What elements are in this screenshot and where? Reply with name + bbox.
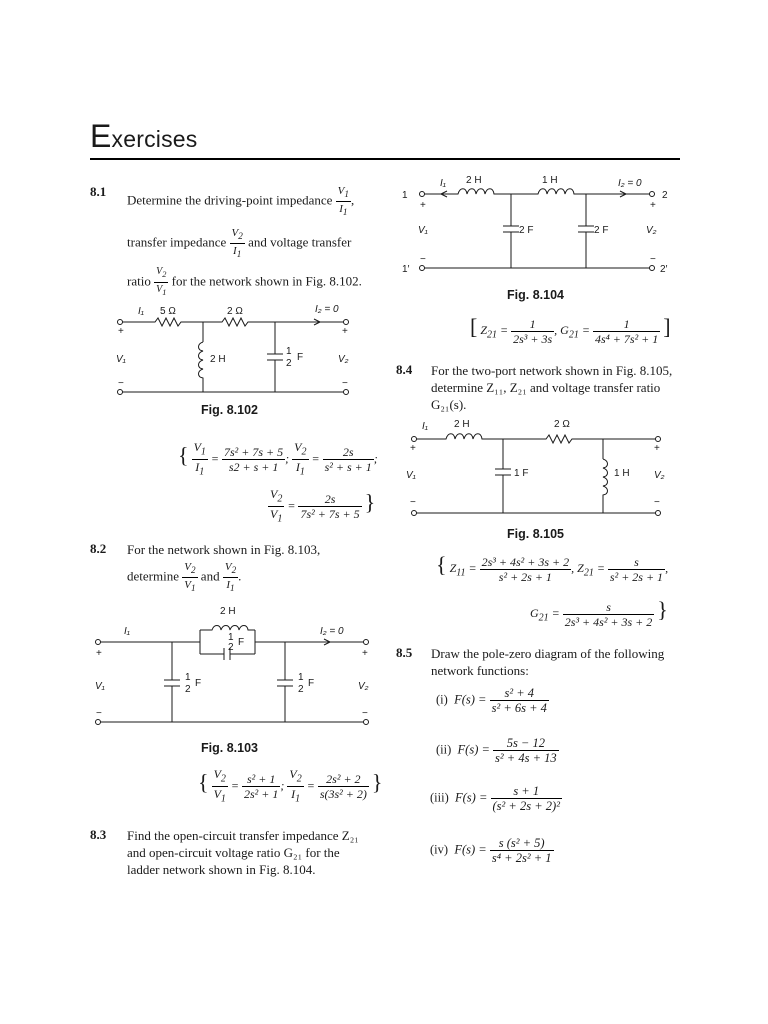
exercise-text: For the network shown in Fig. 8.103,: [127, 542, 321, 557]
fraction: $\frac{V_1}{I_1}$: [337, 185, 349, 218]
network-function-item: (ii) F(s) = $\frac{5s - 12}{\text{s² + 4s + 13}}$: [436, 736, 557, 765]
svg-text:−: −: [410, 497, 416, 508]
svg-text:V₁: V₁: [116, 354, 126, 365]
svg-text:−: −: [342, 378, 348, 389]
svg-text:V₂: V₂: [358, 681, 369, 692]
svg-text:I₁: I₁: [422, 421, 428, 432]
svg-text:2: 2: [228, 642, 234, 653]
svg-text:5 Ω: 5 Ω: [160, 306, 176, 317]
exercise-text: transfer impedance $\frac{V_2}{I_1}$ and voltage transfer: [127, 227, 352, 260]
exercise-number: 8.3: [90, 827, 107, 842]
circuit-diagram: [90, 602, 380, 732]
figure-caption: Fig. 8.102: [201, 403, 258, 417]
svg-text:1′: 1′: [402, 264, 410, 275]
svg-text:I₁: I₁: [440, 178, 446, 189]
svg-text:2 H: 2 H: [466, 175, 482, 186]
svg-text:F: F: [195, 678, 202, 689]
exercise-number: 8.5: [396, 645, 413, 660]
figure-caption: Fig. 8.104: [507, 288, 564, 302]
svg-text:2: 2: [286, 358, 292, 369]
exercise-number: 8.2: [90, 541, 107, 556]
exercise-number: 8.4: [396, 362, 413, 377]
svg-text:2 H: 2 H: [220, 606, 236, 617]
svg-text:−: −: [362, 708, 368, 719]
exercise-text: Draw the pole-zero diagram of the following network functions:: [431, 646, 665, 678]
svg-text:1 F: 1 F: [514, 468, 529, 479]
network-function-item: (iii) F(s) = $\frac{s + 1}{\text{(s² + 2s + 2)²}}$: [430, 784, 560, 813]
svg-text:+: +: [342, 326, 348, 337]
svg-text:2 H: 2 H: [454, 419, 470, 430]
svg-text:F: F: [238, 637, 245, 648]
svg-text:+: +: [118, 326, 124, 337]
svg-text:1 H: 1 H: [542, 175, 558, 186]
svg-text:I₂ = 0: I₂ = 0: [320, 626, 344, 637]
svg-text:−: −: [650, 254, 656, 265]
svg-text:2: 2: [298, 684, 304, 695]
svg-text:V₁: V₁: [406, 470, 416, 481]
svg-text:V₁: V₁: [95, 681, 105, 692]
svg-text:I₁: I₁: [124, 626, 130, 637]
answer-equation: $\frac{V_2}{V_1}$ = $\frac{2s}{\text{7s² + 7s + 5}}$ }: [270, 487, 376, 525]
svg-text:2 F: 2 F: [594, 225, 609, 236]
answer-equation: $G_{21}$ = $\frac{s}{\text{2s³ + 4s² + 3s + 2}}$ }: [530, 597, 668, 629]
svg-text:2 Ω: 2 Ω: [227, 306, 243, 317]
svg-text:1 H: 1 H: [614, 468, 630, 479]
network-function-item: (iv) F(s) = $\frac{\text{s (s² + 5)}}{\text{s⁴ + 2s² + 1}}$: [430, 836, 552, 865]
svg-text:+: +: [410, 443, 416, 454]
exercise-text: Find the open-circuit transfer impedance Z₂₁ and open-circuit voltage ratio G₂₁ for the ladder network shown in Fig. 8.104.: [127, 828, 359, 877]
svg-text:1: 1: [298, 672, 304, 683]
answer-equation: { $\frac{V_2}{V_1}$ = $\frac{\text{s² + 1}}{\text{2s² + 1}}$ ; $\frac{V_2}{I_1}$ = $\frac{\text{2s² + 2}}{\text{s(3s² + 2)}}$ }: [198, 767, 383, 805]
svg-text:1: 1: [286, 346, 292, 357]
exercise-text: determine $\frac{V_2}{V_1}$ and $\frac{V_2}{I_1}$ .: [127, 561, 242, 594]
exercise-text: For the two-port network shown in Fig. 8.105, determine Z₁₁, Z₂₁ and voltage transfer ratio G₂₁(s).: [431, 363, 673, 412]
svg-text:+: +: [650, 200, 656, 211]
svg-text:−: −: [118, 378, 124, 389]
svg-text:−: −: [96, 708, 102, 719]
answer-equation: [ $Z_{21}$ = $\frac{1}{\text{2s³ + 3s}}$ , $G_{21}$ = $\frac{1}{\text{4s⁴ + 7s² + 1}}$ ]: [470, 314, 671, 346]
figure-caption: Fig. 8.103: [201, 741, 258, 755]
svg-text:2 F: 2 F: [519, 225, 534, 236]
svg-text:2 H: 2 H: [210, 354, 226, 365]
answer-equation: { $Z_{11}$ = $\frac{\text{2s³ + 4s² + 3s + 2}}{\text{s² + 2s + 1}}$ , $Z_{21}$ = $\frac{s}{\text{s² + 2s + 1}}$ ,: [436, 552, 669, 584]
svg-text:+: +: [362, 648, 368, 659]
svg-text:I₂ = 0: I₂ = 0: [315, 304, 339, 315]
svg-text:1: 1: [402, 190, 408, 201]
section-heading: Exercises: [90, 118, 198, 154]
svg-text:F: F: [308, 678, 315, 689]
svg-text:V₂: V₂: [646, 225, 657, 236]
svg-text:+: +: [96, 648, 102, 659]
circuit-diagram: [396, 415, 686, 525]
svg-text:−: −: [420, 254, 426, 265]
svg-text:2: 2: [185, 684, 191, 695]
network-function-item: (i) F(s) = $\frac{\text{s² + 4}}{\text{s² + 6s + 4}}$: [436, 686, 547, 715]
figure-caption: Fig. 8.105: [507, 527, 564, 541]
circuit-diagram: [110, 300, 360, 400]
svg-text:2′: 2′: [660, 264, 668, 275]
svg-text:V₁: V₁: [418, 225, 428, 236]
svg-text:2 Ω: 2 Ω: [554, 419, 570, 430]
exercise-text: ratio $\frac{V_2}{V_1}$ for the network shown in Fig. 8.102.: [127, 266, 362, 297]
svg-text:1: 1: [185, 672, 191, 683]
svg-text:I₁: I₁: [138, 306, 144, 317]
exercise-number: 8.1: [90, 184, 107, 199]
heading-rule: [90, 158, 680, 160]
exercise-text: Determine the driving-point impedance $\frac{V_1}{I_1}$ ,: [127, 185, 355, 218]
svg-text:−: −: [654, 497, 660, 508]
svg-text:V₂: V₂: [654, 470, 665, 481]
svg-text:I₂ = 0: I₂ = 0: [618, 178, 642, 189]
svg-text:2: 2: [662, 190, 668, 201]
svg-text:V₂: V₂: [338, 354, 349, 365]
answer-equation: { $\frac{V_1}{I_1}$ = $\frac{\text{7s² + 7s + 5}}{s2 + s + 1}$ ; $\frac{V_2}{I_1}$ = $\frac{2s}{\text{s² + s + 1}}$ ;: [178, 440, 378, 478]
svg-text:1: 1: [228, 632, 234, 643]
svg-text:F: F: [297, 352, 304, 363]
circuit-diagram: [396, 170, 686, 280]
svg-text:+: +: [420, 200, 426, 211]
svg-text:+: +: [654, 443, 660, 454]
